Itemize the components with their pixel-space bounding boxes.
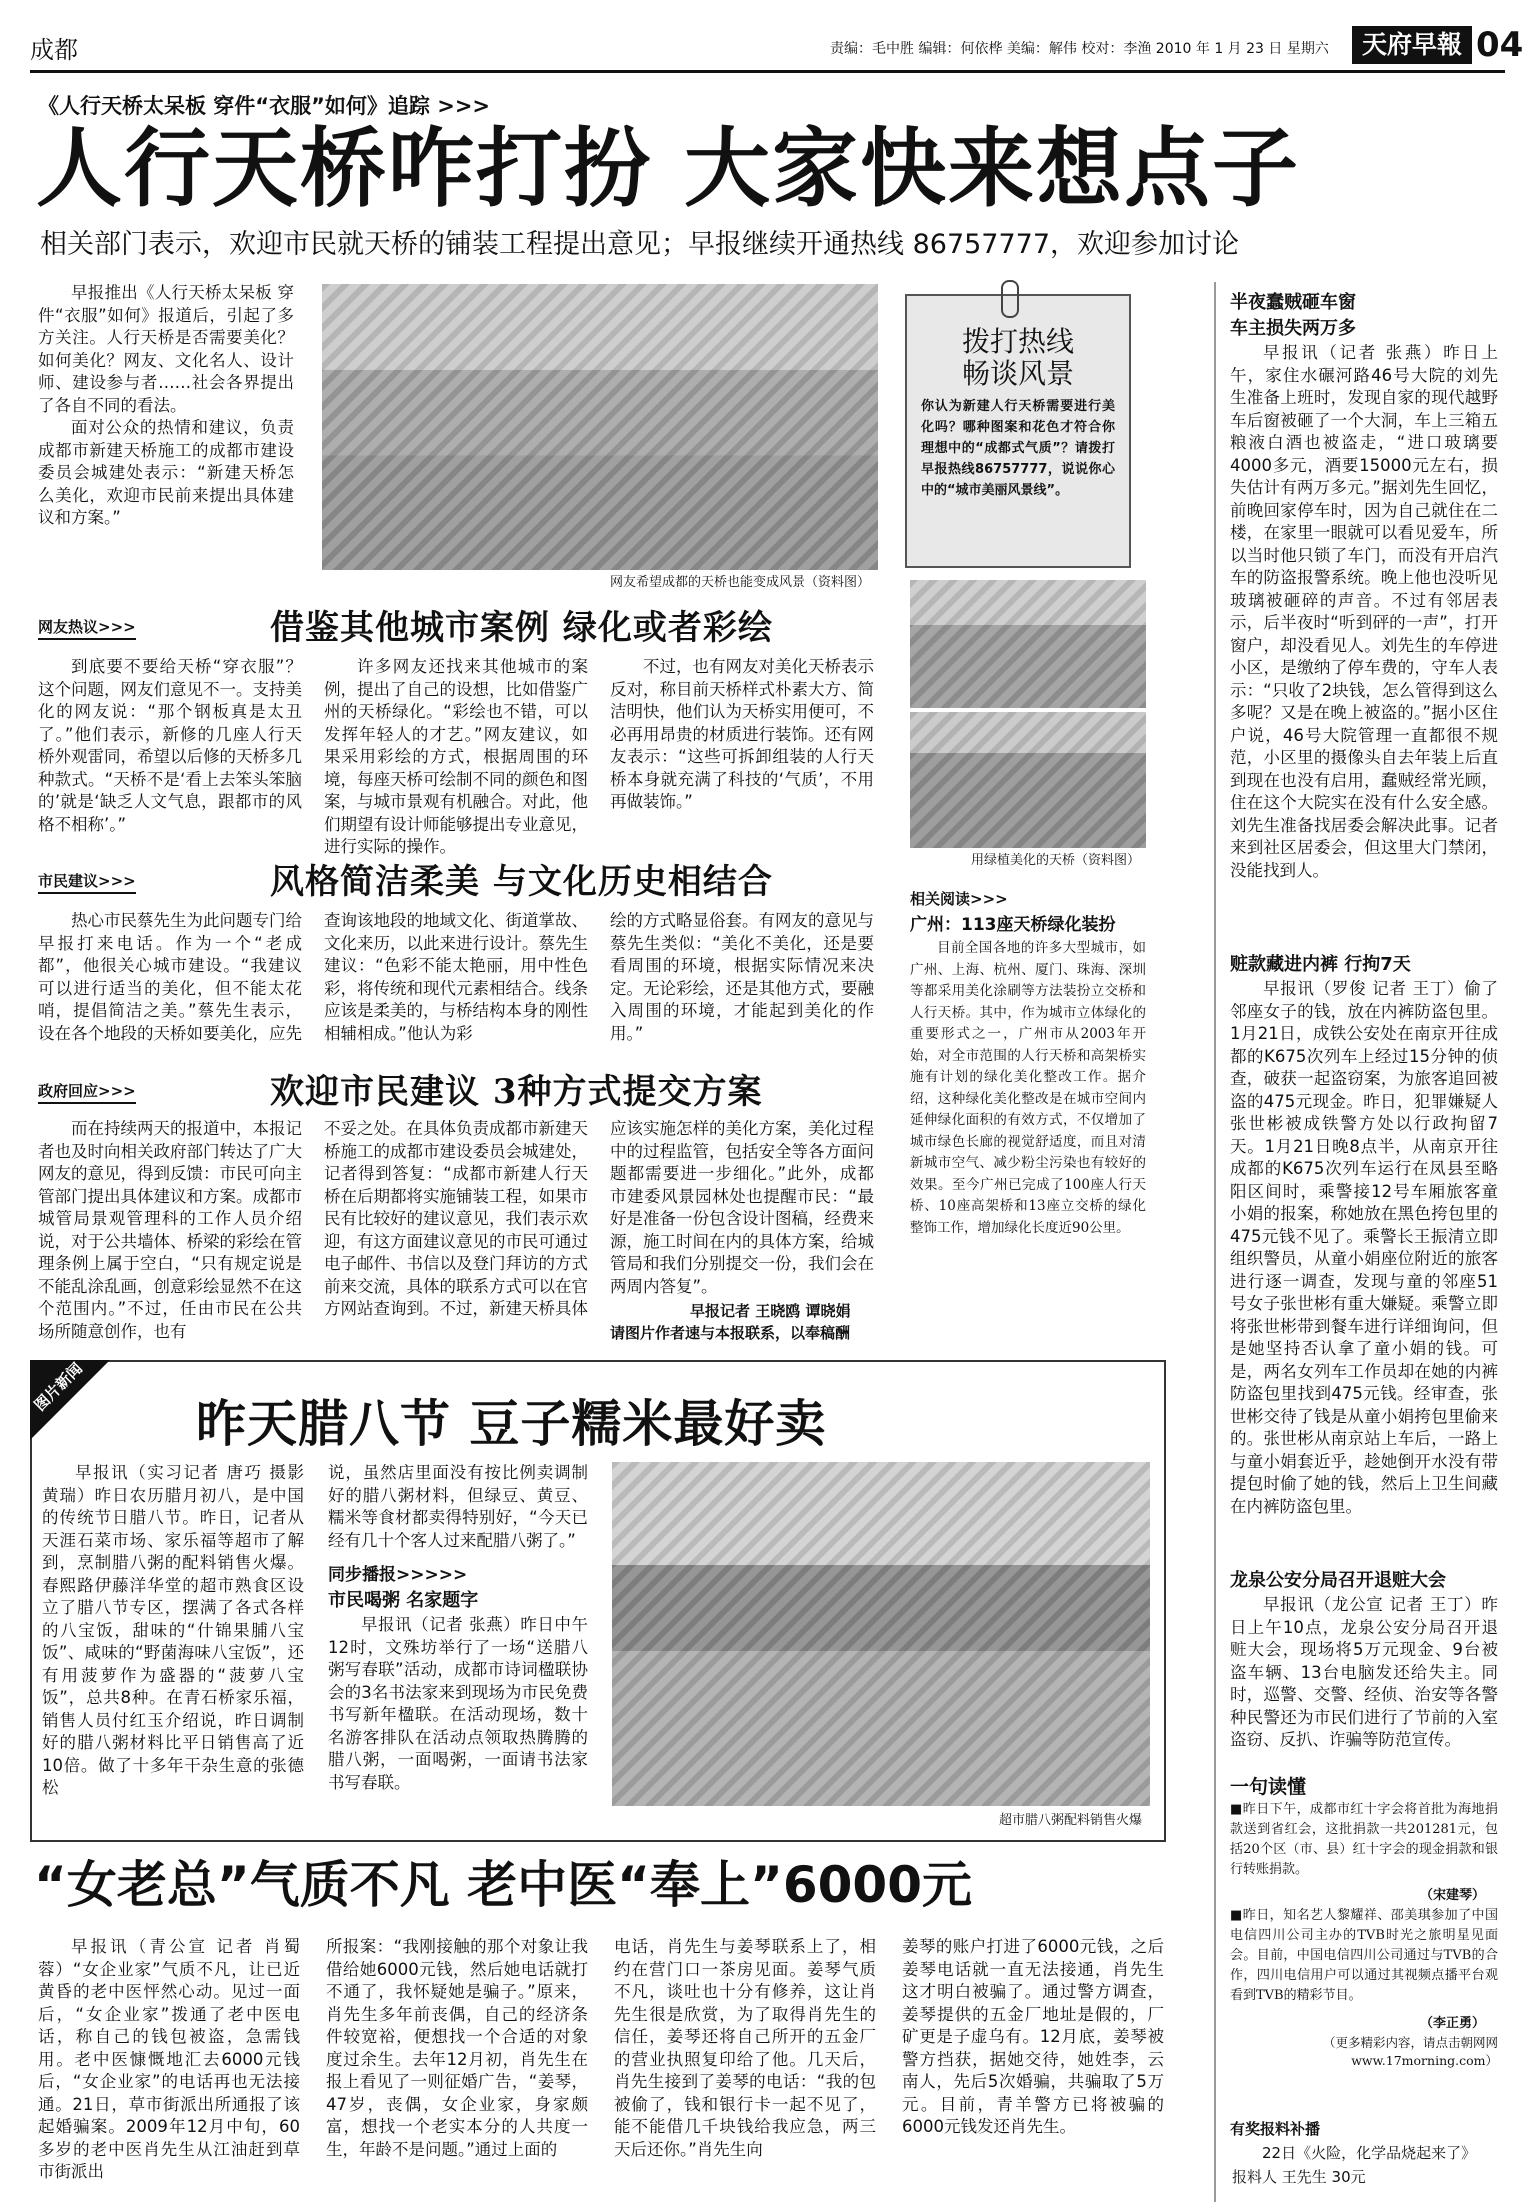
right-a1-title1: 半夜蠢贼砸车窗: [1230, 292, 1356, 313]
tip-line-2: 报料人 王先生 30元: [1232, 2168, 1366, 2186]
lead-photo-caption: 网友希望成都的天桥也能变成风景（资料图）: [609, 575, 870, 590]
sync-label: 同步播报>>>>>: [328, 1565, 468, 1585]
brief-item-2: ■昨日，知名艺人黎耀祥、邵美琪参加了中国电信四川公司主办的TVB时光之旅明星见面会。目前，中国电信四川公司通过与TVB的合作，四川电信用户可以通过其视频点播平台观看到TVB的精彩节目。: [1230, 1908, 1498, 2003]
section1-col3: 不过，也有网友对美化天桥表示反对，称目前天桥样式朴素大方、简洁明快，他们认为天桥实用便可，不必再用昂贵的材质进行装饰。还有网友表示：“这些可拆卸组装的人行天桥本身就充满了科技的‘气质’，不用再做装饰。”: [610, 657, 874, 811]
bottom-col1: 早报讯（青公宣 记者 肖蜀蓉）“女企业家”气质不凡，让已近黄昏的老中医怦然心动。见过一面后，“女企业家”拨通了老中医电话，称自己的钱包被盗，急需钱用。老中医慷慨地汇去6000元钱后，“女企业家”的电话再也无法接通。21日，草市街派出所通报了该起婚骗案。2009年12月中旬，60多岁的老中医肖先生从江油赶到草市街派出: [38, 1937, 300, 2181]
section3-byline2: 请图片作者速与本报联系，以奉稿酬: [610, 1324, 851, 1342]
right-a1-title2: 车主损失两万多: [1230, 318, 1356, 339]
brief-title: 一句读懂: [1230, 1776, 1307, 1798]
header-rule: [30, 70, 1505, 73]
masthead-logo: 天府早報: [1352, 26, 1472, 64]
section3-col2: 不妥之处。在具体负责成都市新建天桥施工的成都市建设委员会城建处，记者得到答复：“成都市新建人行天桥在后期都将实施铺装工程，如果市民有比较好的建议意见，我们表示欢迎，有这方面建议意见的市民可通过电子邮件、书信以及登门拜访的方式前来交流，具体的联系方式可以在官方网站查询到。不过，新建天桥具体: [324, 1119, 588, 1318]
section1-title: 借鉴其他城市案例 绿化或者彩绘: [270, 608, 773, 648]
photo-news-caption: 超市腊八粥配料销售火爆: [998, 1813, 1142, 1828]
right-a2-title: 赃款藏进内裤 行拘7天: [1230, 954, 1411, 975]
lead-headline: 人行天桥咋打扮 大家快来想点子: [36, 119, 1300, 219]
section3-col3: 应该实施怎样的美化方案，美化过程中的过程监管，包括安全等各方面问题都需要进一步细化。”此外，成都市建委风景园林处也提醒市民：“最好是准备一份包含设计图稿，经费来源，施工时间在内的具体方案，给城管局和我们分别提交一份，我们会在两周内答复”。: [610, 1119, 874, 1296]
brief-item-1: ■昨日下午，成都市红十字会将首批为海地捐款送到省红会，这批捐款一共201281元，包括20个区（市、县）红十字会的现金捐款和银行转账捐款。: [1230, 1802, 1498, 1877]
section3-title: 欢迎市民建议 3种方式提交方案: [270, 1072, 763, 1112]
section3-byline: 早报记者 王晓鸥 谭晓娟: [690, 1302, 851, 1320]
credits-line: 责编：毛中胜 编辑：何依桦 美编：解伟 校对：李渔 2010 年 1 月 23 日 星期六: [830, 41, 1329, 57]
lead-intro-p2: 面对公众的热情和建议，负责成都市新建天桥施工的成都市建设委员会城建处表示：“新建天桥怎么美化，欢迎市民前来提出具体建议和方案。”: [38, 418, 294, 527]
section2-col3: 绘的方式略显俗套。有网友的意见与蔡先生类似：“美化不美化，还是要看周围的环境，根据实际情况来决定。无论彩绘，还是其他方式，要融入周围的环境，才能起到美化的作用。”: [610, 911, 874, 1043]
tip-title: 有奖报料补播: [1230, 2120, 1321, 2138]
hotline-body: 你认为新建人行天桥需要进行美化吗？哪种图案和花色才符合你理想中的“成都式气质”？请拨打早报热线86757777，说说你心中的“城市美丽风景线”。: [921, 399, 1115, 498]
right-column-rule: [1214, 282, 1216, 2202]
right-a3-body: 早报讯（龙公宣 记者 王丁）昨日上午10点，龙泉公安分局召开退赃大会，现场将5万元现金、9台被盗车辆、13台电脑发还给失主。同时，巡警、交警、经侦、治安等各警种民警还为市民们进行了节前的入室盗窃、反扒、诈骗等防范宣传。: [1230, 1595, 1498, 1749]
related-photo-caption: 用绿植美化的天桥（资料图）: [970, 853, 1140, 868]
bottom-col2: 所报案：“我刚接触的那个对象让我借给她6000元钱，然后她电话就打不通了，我怀疑她是骗子。”原来，肖先生多年前丧偶，自己的经济条件较宽裕，便想找一个合适的对象度过余生。去年12月初，肖先生在报上看见了一则征婚广告，“姜琴，47岁，丧偶，女企业家，身家颇富，想找一个老实本分的人共度一生，年龄不是问题。”通过上面的: [326, 1937, 588, 2159]
hotline-title-1: 拨打热线: [961, 325, 1074, 358]
lead-deck: 相关部门表示，欢迎市民就天桥的铺装工程提出意见；早报继续开通热线 86757777，欢迎参加讨论: [40, 229, 1240, 260]
brief-item-2-byline: （李正勇）: [1420, 2016, 1486, 2031]
photo-news-photo: [612, 1462, 1150, 1806]
right-a3-title: 龙泉公安分局召开退赃大会: [1230, 1570, 1446, 1591]
page-number: 04: [1476, 25, 1524, 65]
section2-label: 市民建议>>>: [38, 870, 136, 894]
photo-news-col1: 早报讯（实习记者 唐巧 摄影 黄瑞）昨日农历腊月初八，是中国的传统节日腊八节。昨日，记者从天涯石菜市场、家乐福等超市了解到，烹制腊八粥的配料销售火爆。春熙路伊藤洋华堂的超市熟食区设立了腊八节专区，摆满了各式各样的八宝饭，甜味的“什锦果脯八宝饭”、咸味的“野菌海味八宝饭”，还有用菠萝作为盛器的“菠萝八宝饭”，总共8种。在青石桥家乐福，销售人员付红玉介绍说，昨日调制好的腊八粥材料比平日销售高了近10倍。做了十多年干杂生意的张德松: [42, 1463, 304, 1797]
sync-title: 市民喝粥 名家题字: [328, 1590, 479, 1611]
section2-col2: 查询该地段的地域文化、街道掌故、文化来历，以此来进行设计。蔡先生建议：“色彩不能太艳丽，用中性色彩，将传统和现代元素相结合。线条应该是柔美的，与桥结构本身的刚性相辅相成。”他认为彩: [324, 911, 588, 1043]
related-photo-top: [910, 580, 1146, 708]
lead-intro: [38, 282, 294, 602]
lead-intro-p1: 早报推出《人行天桥太呆板 穿件“衣服”如何》报道后，引起了多方关注。人行天桥是否需要美化？如何美化？网友、文化名人、设计师、建设参与者……社会各界提出了各自不同的看法。: [38, 283, 294, 415]
related-photo-bottom: [910, 712, 1146, 848]
photo-news-tag-text: 图片新闻: [30, 1359, 86, 1415]
related-title: 广州：113座天桥绿化装扮: [910, 915, 1116, 935]
right-a2-body: 早报讯（罗俊 记者 王丁）偷了邻座女子的钱，放在内裤防盗包里。1月21日，成铁公安处在南京开往成都的K675次列车上经过15分钟的侦查，破获一起盗窃案，为旅客追回被盗的475元现金。昨日，犯罪嫌疑人张世彬被成铁警方处以行政拘留7天。1月21日晚8点半，从南京开往成都的K675次列车运行在凤县至略阳区间时，乘警接12号车厢旅客童小娟的报案，称她放在黑色挎包里的475元钱不见了。乘警长王振清立即组织警员，从童小娟座位附近的旅客进行逐一调查，发现与童的邻座51号女子张世彬有重大嫌疑。乘警立即将张世彬带到餐车进行详细询问，但是她坚持否认拿了童小娟的钱。可是，两名女列车工作员却在她的内裤防盗包里找到475元钱。经审查，张世彬交待了钱是从童小娟挎包里偷来的。张世彬从南京站上车后，一路上与童小娟套近乎，趁她倒开水没有带提包时偷了她的钱，然后上卫生间藏在内裤防盗包里。: [1230, 979, 1498, 1516]
bottom-col4: 姜琴的账户打进了6000元钱，之后姜琴电话就一直无法接通，肖先生这才明白被骗了。通过警方调查，姜琴提供的五金厂地址是假的，厂矿更是子虚乌有。12月底，姜琴被警方挡获，据她交待，她姓李，云南人，先后5次婚骗，共骗取了5万元。目前，青羊警方已将被骗的6000元钱发还肖先生。: [902, 1937, 1164, 2136]
photo-news-col2a: 说，虽然店里面没有按比例卖调制好的腊八粥材料，但绿豆、黄豆、糯米等食材都卖得特别好，“今天已经有几十个客人过来配腊八粥了。”: [328, 1463, 588, 1550]
more-content-link[interactable]: （更多精彩内容，请点击朝网网www.17morning.com）: [1322, 2035, 1498, 2068]
section2-title: 风格简洁柔美 与文化历史相结合: [270, 862, 773, 902]
paperclip-icon: [1001, 280, 1019, 318]
section1-col2: 许多网友还找来其他城市的案例，提出了自己的设想，比如借鉴广州的天桥绿化。“彩绘也不错，可以发挥年轻人的才艺。”网友建议，如果采用彩绘的方式，根据周围的环境，每座天桥可绘制不同的颜色和图案，与城市景观有机融合。对此，他们期望有设计师能够提出专业意见，进行实际的操作。: [324, 657, 588, 856]
hotline-box: [905, 294, 1131, 568]
hotline-title-2: 畅谈风景: [961, 357, 1074, 390]
section1-col1: 到底要不要给天桥“穿衣服”？这个问题，网友们意见不一。支持美化的网友说：“那个钢板真是太丑了。”他们表示，新修的几座人行天桥外观雷同，希望以后修的天桥多几种款式。“天桥不是‘看上去笨头笨脑的’就是‘缺乏人文气息，跟都市的风格不相称’。”: [38, 657, 302, 834]
section1-label: 网友热议>>>: [38, 616, 136, 640]
related-body: 目前全国各地的许多大型城市，如广州、上海、杭州、厦门、珠海、深圳等都采用美化涂刷等方法装扮立交桥和人行天桥。其中，作为城市立体绿化的重要形式之一，广州市从2003年开始，对全市范围的人行天桥和高架桥实施有计划的绿化美化整改工作。据介绍，这种绿化美化整改是在城市空间内延伸绿化面积的有效方式，不仅增加了城市绿色长廊的视觉舒适度，而且对清新城市空气、减少粉尘污染也有较好的效果。至今广州已完成了100座人行天桥、10座高架桥和13座立交桥的绿化整饰工作，增加绿化长度近90公里。: [910, 940, 1146, 1236]
photo-news-title: 昨天腊八节 豆子糯米最好卖: [196, 1395, 827, 1453]
section-name: 成都: [30, 36, 78, 64]
brief-item-1-byline: （宋建琴）: [1420, 1888, 1486, 1903]
bottom-headline: “女老总”气质不凡 老中医“奉上”6000元: [34, 1856, 973, 1914]
photo-news-col2b: 早报讯（记者 张燕）昨日中午12时，文殊坊举行了一场“送腊八粥写春联”活动，成都市诗词楹联协会的3名书法家来到现场为市民免费书写新年楹联。在活动现场，数十名游客排队在活动点领取热腾腾的腊八粥，一面喝粥，一面请书法家书写春联。: [328, 1615, 588, 1792]
lead-photo: [322, 284, 878, 570]
page-header: [30, 25, 1524, 70]
bottom-col3: 电话，肖先生与姜琴联系上了，相约在营门口一茶房见面。姜琴气质不凡，谈吐也十分有修养，这让肖先生很是欣赏，为了取得肖先生的信任，姜琴还将自己所开的五金厂的营业执照复印给了他。几天后，肖先生接到了姜琴的电话：“我的包被偷了，钱和银行卡一起不见了，能不能借几千块钱给我应急，两三天后还你。”肖先生向: [614, 1937, 876, 2159]
section3-label: 政府回应>>>: [38, 1080, 136, 1104]
section2-col1: 热心市民蔡先生为此问题专门给早报打来电话。作为一个“老成都”，他很关心城市建设。“我建议可以进行适当的美化，但不能太花哨，提倡简洁之美。”蔡先生表示，设在各个地段的天桥如要美化，应先: [38, 911, 302, 1043]
right-a1-body: 早报讯（记者 张燕）昨日上午，家住水碾河路46号大院的刘先生准备上班时，发现自家的现代越野车后窗被砸了一个大洞，车上三箱五粮液白酒也被盗走，“进口玻璃要4000多元，酒要15000元左右，损失估计有两万多元。”据刘先生回忆，前晚回家停车时，因为自己就住在二楼，在家里一眼就可以看见爱车，所以当时他只锁了车门，而没有开启汽车的防盗报警系统。晚上他也没听见玻璃被砸碎的声音。不过有邻居表示，后半夜时“听到砰的一声”，打开窗户，却没看见人。刘先生的车停进小区，是缴纳了停车费的，守车人表示：“只收了2块钱，怎么管得到这么多呢？又是在晚上被盗的。”据小区住户说，46号大院管理一直都很不规范，小区里的摄像头自去年装上后直到现在也没有启用，蠢贼经常光顾，住在这个大院实在没有什么安全感。刘先生准备找居委会解决此事。记者来到社区居委会，但这里大门禁闭，没能找到人。: [1230, 343, 1498, 880]
lead-kicker: 《人行天桥太呆板 穿件“衣服”如何》追踪 >>>: [38, 94, 491, 118]
tip-line-1: 22日《火险，化学品烧起来了》: [1262, 2144, 1477, 2162]
section3-col1: 而在持续两天的报道中，本报记者也及时向相关政府部门转达了广大网友的意见，得到反馈：市民可向主管部门提出具体建议和方案。成都市城管局景观管理科的工作人员介绍说，对于公共墙体、桥梁的彩绘在管理条例上属于空白，“只有规定说是不能乱涂乱画，创意彩绘显然不在这个范围内。”不过，任由市民在公共场所随意创作，也有: [38, 1119, 302, 1341]
related-label: 相关阅读>>>: [910, 890, 1008, 908]
